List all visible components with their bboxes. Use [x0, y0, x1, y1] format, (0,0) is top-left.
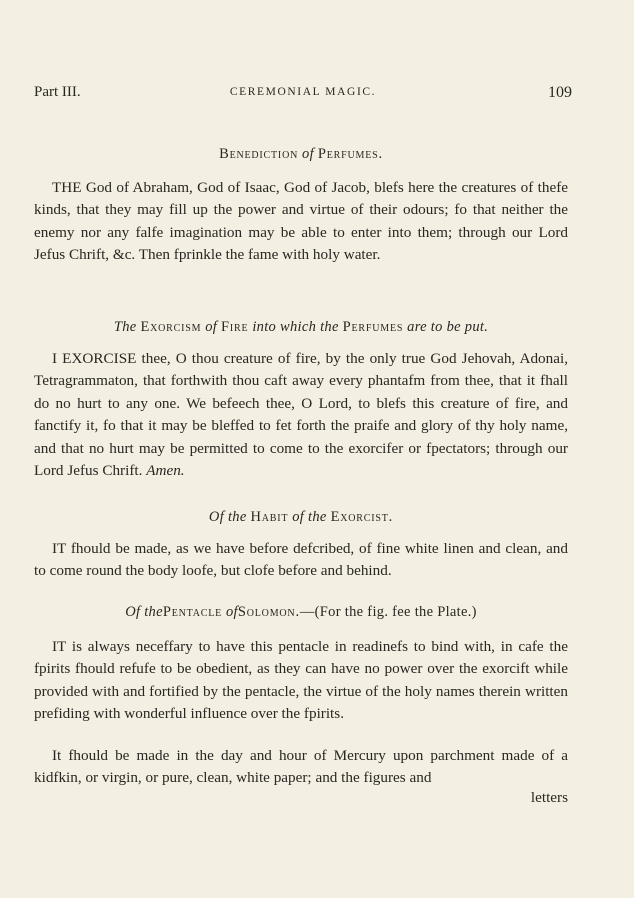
heading-word: Fire	[221, 319, 249, 335]
amen-word: Amen.	[146, 462, 185, 480]
heading-benediction	[34, 143, 568, 165]
heading-word: Of the	[208, 509, 247, 525]
heading-word: Of the	[125, 604, 163, 620]
exorcism-text: I EXORCISE thee, O thou creature of fire, by the only true God Jehovah, Adonai, Tetragrammaton, that forthwith thou caft away every phantafm from thee, that it fhall do no hurt to any one. We befeech thee, O Lord, to blefs this creature of fire, and fanctify it, fo that it may be bleffed to fet forth the praife and glory of thy holy name, and that no hurt may be permitted to come to the exorcifer or fpectators; through our Lord Jefus Chrift.	[34, 350, 568, 480]
running-head	[34, 84, 572, 106]
running-title: CEREMONIAL MAGIC.	[229, 86, 377, 98]
heading-word: into which the	[252, 319, 339, 335]
heading-word: of	[205, 319, 218, 335]
heading-word: of	[226, 604, 238, 620]
heading-word: Perfumes	[342, 319, 404, 335]
heading-word: Exorcist.	[330, 509, 394, 525]
heading-word: —(For the fig. fee the Plate.)	[299, 604, 477, 620]
heading-word: Habit	[250, 509, 289, 525]
paragraph-pentacle-2: It fhould be made in the day and hour of Mercury upon parchment made of a kidfkin, or virgin, or pure, clean, white paper; and the figures and	[34, 747, 568, 787]
heading-habit	[34, 506, 568, 528]
heading-word: Benediction	[219, 146, 299, 162]
part-label: Part III.	[34, 84, 81, 100]
heading-word: Pentacle	[162, 604, 223, 620]
heading-word: Exorcism	[140, 319, 202, 335]
heading-word: Perfumes.	[317, 146, 383, 162]
heading-word: Solomon.	[237, 604, 300, 620]
paragraph-habit: IT fhould be made, as we have before defcribed, of fine white linen and clean, and to come round the body loofe, but clofe before and behind.	[34, 540, 568, 580]
heading-word: of the	[292, 509, 327, 525]
paragraph-exorcism	[34, 348, 568, 482]
heading-word: of	[302, 146, 314, 162]
heading-exorcism	[34, 316, 568, 338]
heading-word: The	[113, 319, 137, 335]
paragraph-pentacle-1: IT is always neceffary to have this pentacle in readinefs to bind with, in cafe the fpirits fhould refufe to be obedient, as they can have no power over the exorcift while provided with and fortified by the pentacle, the virtue of the holy names therein written prefiding with wonderful influence over the fpirits.	[34, 638, 568, 723]
heading-word: are to be put.	[407, 319, 489, 335]
heading-pentacle	[34, 601, 568, 623]
paragraph-benediction: THE God of Abraham, God of Isaac, God of Jacob, blefs here the creatures of thefe kinds, that they may fill up the power and virtue of their odours; fo that neither the enemy nor any falfe imagination may be able to enter into them; through our Lord Jefus Chrift, &c. Then fprinkle the fame with holy water.	[34, 179, 568, 264]
page-number: 109	[548, 84, 572, 101]
catchword: letters	[530, 789, 568, 806]
